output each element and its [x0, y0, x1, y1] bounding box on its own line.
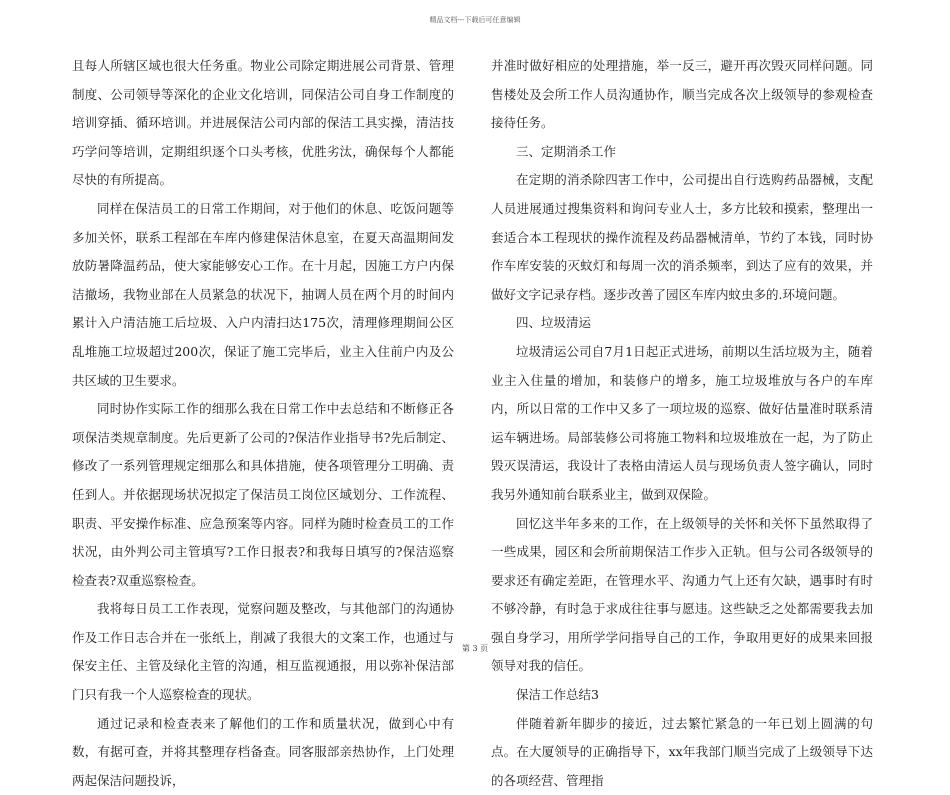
- section-heading: 三、定期消杀工作: [516, 143, 617, 159]
- paragraph: 并准时做好相应的处理措施，举一反三，避开再次毁灭同样问题。同售楼处及会所工作人员沟通协作，顺当完成各次上级领导的参观检查接待任务。: [491, 58, 873, 131]
- paragraph: 伴随着新年脚步的接近，过去繁忙紧急的一年已划上圆满的句点。在大厦领导的正确指导下，xx年我部门顺当完成了上级领导下达的各项经营、管理指: [491, 715, 873, 788]
- section-heading: 保洁工作总结3: [516, 687, 599, 703]
- paragraph: 同时协作实际工作的细那么我在日常工作中去总结和不断修正各项保洁类规章制度。先后更新了公司的?保洁作业指导书?先后制定、修改了一系列管理规定细那么和具体措施，使各项管理分工明确、责任到人。并依据现场状况拟定了保洁员工岗位区域划分、工作流程、职责、平安操作标准、应急预案等内容。同样为随时检查员工的工作状况，由外判公司主管填写?工作日报表?和我每日填写的?保洁巡察检查表?双重巡察检查。: [72, 401, 454, 588]
- right-column: [491, 52, 873, 795]
- paragraph: 我将每日员工工作表现，觉察问题及整改，与其他部门的沟通协作及工作日志合并在一张纸上，削减了我很大的文案工作，也通过与保安主任、主管及绿化主管的沟通，相互监视通报，用以弥补保洁部门只有我一个人巡察检查的现状。: [72, 601, 454, 703]
- paragraph: 垃圾清运公司自7月1日起正式进场，前期以生活垃圾为主，随着业主入住量的增加，和装修户的增多，施工垃圾堆放与各户的车库内，所以日常的工作中又多了一项垃圾的巡察、做好估量准时联系清运车辆进场。局部装修公司将施工物料和垃圾堆放在一起，为了防止毁灭误清运，我设计了表格由清运人员与现场负责人签字确认，同时我另外通知前台联系业主，做到双保险。: [491, 343, 873, 502]
- paragraph: 回忆这半年多来的工作，在上级领导的关怀和关怀下虽然取得了一些成果，园区和会所前期保洁工作步入正轨。但与公司各级领导的要求还有确定差距，在管理水平、沟通力气上还有欠缺，遇事时有时不够冷静，有时急于求成往往事与愿违。这些缺乏之处都需要我去加强自身学习，用所学学问指导自己的工作，争取用更好的成果来回报领导对我的信任。: [491, 515, 873, 674]
- paragraph: 且每人所辖区域也很大任务重。物业公司除定期进展公司背景、管理制度、公司领导等深化的企业文化培训，同保洁公司自身工作制度的培训穿插、循环培训。并进展保洁公司内部的保洁工具实操，清洁技巧学问等培训，定期组织逐个口头考核，优胜劣汰，确保每个人都能尽快的有所提高。: [72, 58, 454, 188]
- page-number: 第 3 页: [461, 644, 489, 653]
- section-heading: 四、垃圾清运: [516, 315, 592, 331]
- left-column: [72, 52, 454, 795]
- paragraph: 通过记录和检查表来了解他们的工作和质量状况，做到心中有数，有据可查，并将其整理存档备查。同客服部亲热协作，上门处理两起保洁问题投诉，: [72, 715, 454, 788]
- paragraph: 同样在保洁员工的日常工作期间，对于他们的休息、吃饭问题等多加关怀，联系工程部在车库内修建保洁休息室，在夏天高温期间发放防暑降温药品，使大家能够安心工作。在十月起，因施工方户内保洁撤场，我物业部在人员紧急的状况下，抽调人员在两个月的时间内累计入户清洁施工后垃圾、入户内清扫达175次，清理修理期间公区乱堆施工垃圾超过200次，保证了施工完毕后，业主入住前户内及公共区域的卫生要求。: [72, 200, 454, 388]
- page-header: 精品文档---下载后可任意编辑: [429, 16, 521, 24]
- paragraph: 在定期的消杀除四害工作中，公司提出自行选购药品器械，支配人员进展通过搜集资料和询问专业人士，多方比较和摸索，整理出一套适合本工程现状的操作流程及药品器械清单，节约了本钱，同时协作车库安装的灭蚊灯和每周一次的消杀频率，到达了应有的效果，并做好文字记录存档。逐步改善了园区车库内蚊虫多的.环境问题。: [491, 172, 873, 302]
